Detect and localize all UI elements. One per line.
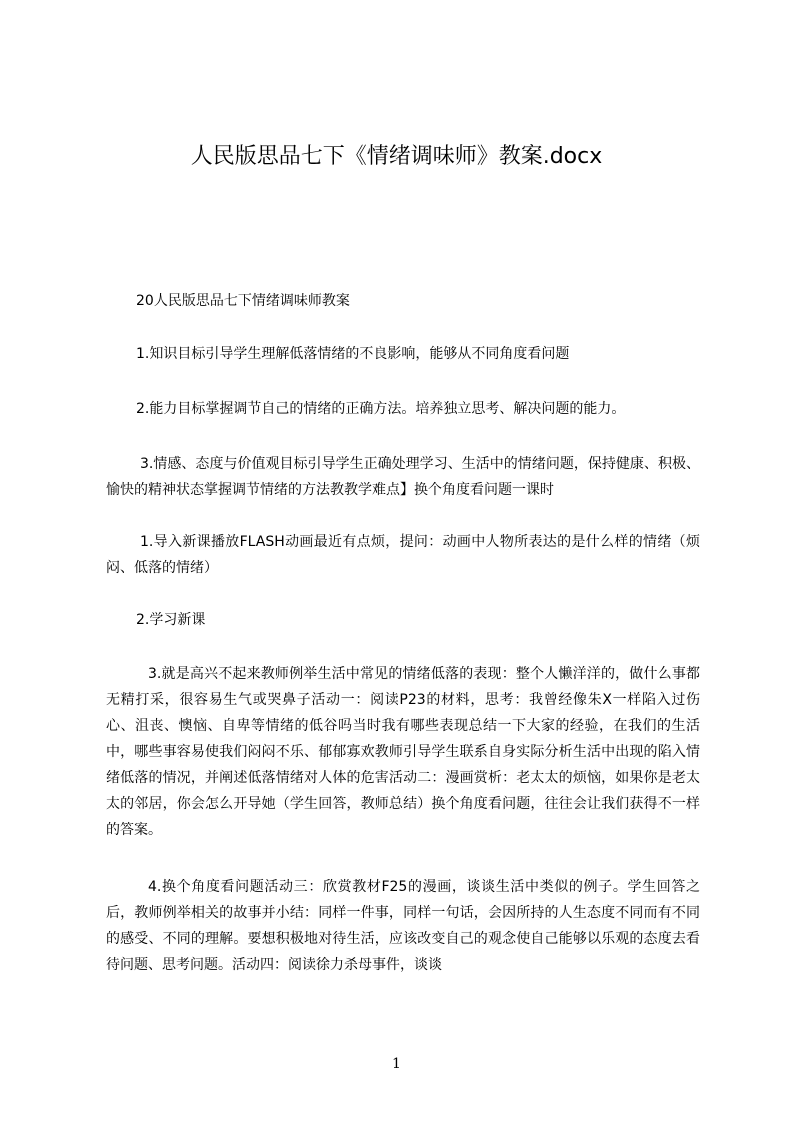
paragraph-knowledge-goal: 1.知识目标引导学生理解低落情绪的不良影响，能够从不同角度看问题: [136, 346, 570, 362]
paragraph-perspective-activities: 4.换个角度看问题活动三：欣赏教材F25的漫画，谈谈生活中类似的例子。学生回答之后，教师例举相关的故事并小结：同样一件事，同样一句话，会因所持的人生态度不同而有不同的感受、不同的理解。要想积极地对待生活，应该改变自己的观念使自己能够以乐观的态度去看待问题、思考问题。活动四：阅读徐力杀母事件，谈谈: [106, 879, 700, 973]
paragraph-ability-goal: 2.能力目标掌握调节自己的情绪的正确方法。培养独立思考、解决问题的能力。: [136, 401, 626, 417]
paragraph-emotion-goal: 3.情感、态度与价值观目标引导学生正确处理学习、生活中的情绪问题，保持健康、积极、愉快的精神状态掌握调节情绪的方法教教学难点】换个角度看问题一课时: [106, 456, 700, 498]
paragraph-low-mood-activities: 3.就是高兴不起来教师例举生活中常见的情绪低落的表现：整个人懒洋洋的，做什么事都无精打采，很容易生气或哭鼻子活动一：阅读P23的材料，思考：我曾经像朱X一样陷入过伤心、沮丧、懊恼、自卑等情绪的低谷吗当时我有哪些表现总结一下大家的经验，在我们的生活中，哪些事容易使我们闷闷不乐、郁郁寡欢教师引导学生联系自身实际分析生活中出现的陷入情绪低落的情况，并阐述低落情绪对人体的危害活动二：漫画赏析：老太太的烦恼，如果你是老太太的邻居，你会怎么开导她（学生回答，教师总结）换个角度看问题，往往会让我们获得不一样的答案。: [106, 666, 700, 838]
paragraph-introduction: 1.导入新课播放FLASH动画最近有点烦，提问：动画中人物所表达的是什么样的情绪（烦闷、低落的情绪）: [106, 534, 700, 576]
paragraph-new-lesson: 2.学习新课: [136, 612, 206, 628]
paragraph-heading: 20人民版思品七下情绪调味师教案: [136, 293, 350, 309]
page-number: 1: [392, 1056, 401, 1072]
document-title: 人民版思品七下《情绪调味师》教案.docx: [190, 144, 603, 169]
